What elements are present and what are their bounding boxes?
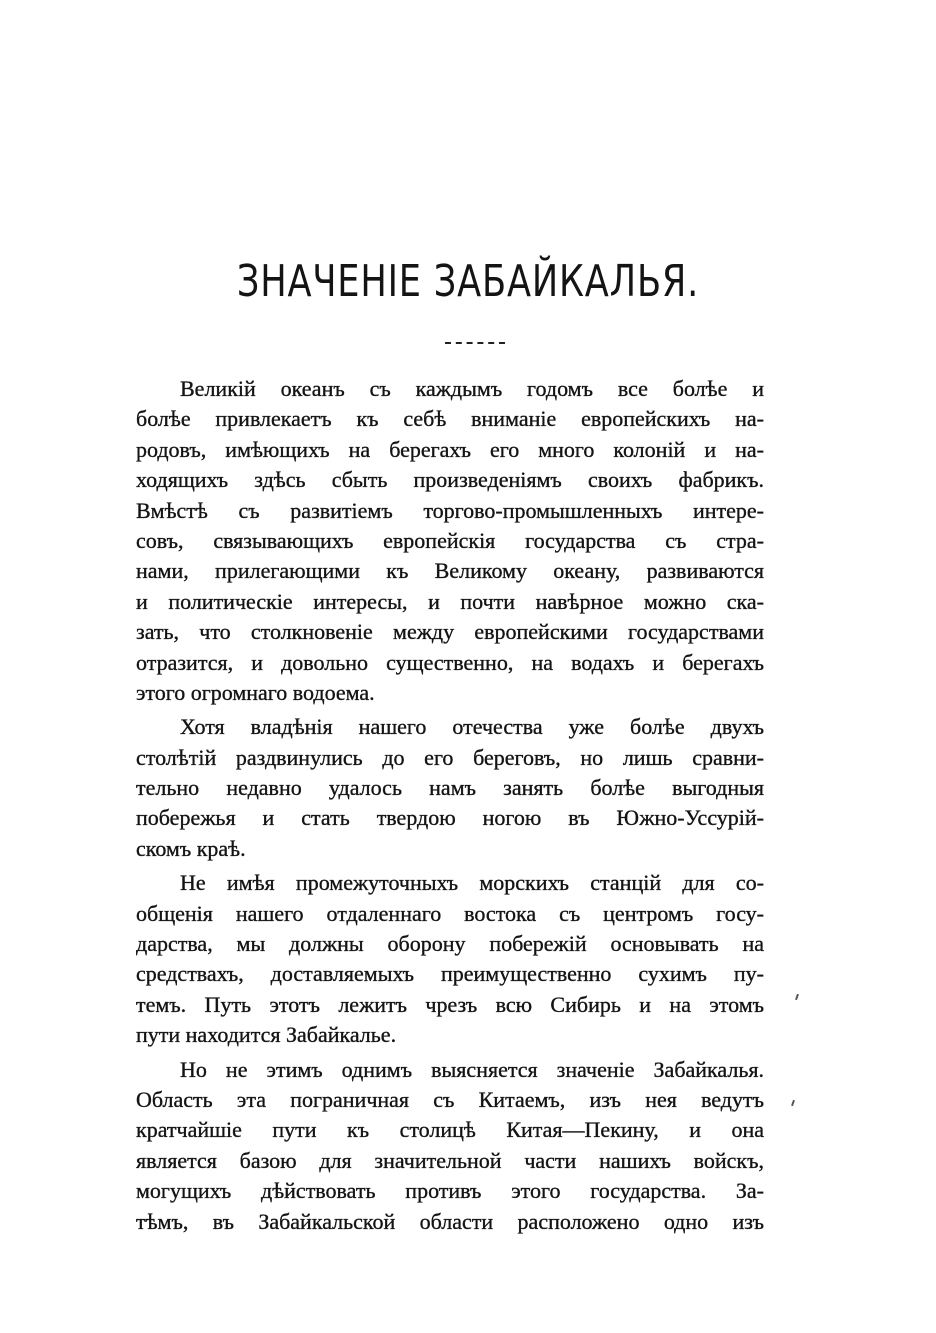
paragraph-3 [136, 868, 764, 1050]
text-line: могущихъ дѣйствовать противъ этого государства. За- [136, 1178, 764, 1204]
chapter-body [136, 374, 764, 1237]
text-line: нами, прилегающими къ Великому океану, развиваются [136, 558, 764, 584]
text-line: является базою для значительной части нашихъ войскъ, [136, 1147, 764, 1173]
text-line: кратчайшіе пути къ столицѣ Китая—Пекину, и она [136, 1117, 764, 1143]
title-divider [445, 342, 505, 344]
text-line: Область эта пограничная съ Китаемъ, изъ нея ведутъ [136, 1086, 764, 1112]
paragraph-1 [136, 374, 764, 708]
text-line: скомъ краѣ. [136, 835, 246, 861]
text-line: тѣмъ, въ Забайкальской области расположено одно изъ [136, 1208, 764, 1234]
text-line: дарства, мы должны оборону побережій основывать на [136, 931, 764, 957]
text-line: Хотя владѣнія нашего отечества уже болѣе двухъ [180, 714, 764, 740]
text-line: столѣтій раздвинулись до его береговъ, но лишь сравни- [136, 744, 764, 770]
text-line: и политическіе интересы, и почти навѣрное можно ска- [136, 588, 764, 614]
chapter-title: ЗНАЧЕНІЕ ЗАБАЙКАЛЬЯ. [236, 256, 700, 307]
text-line: этого огромнаго водоема. [136, 679, 375, 705]
text-line: средствахъ, доставляемыхъ преимущественно сухимъ пу- [136, 961, 764, 987]
text-line: болѣе привлекаетъ къ себѣ вниманіе европейскихъ на- [136, 406, 764, 432]
text-line: отразится, и довольно существенно, на водахъ и берегахъ [136, 649, 764, 675]
ink-speck [795, 994, 799, 1000]
text-line: Вмѣстѣ съ развитіемъ торгово-промышленныхъ интере- [136, 497, 764, 523]
text-line: побережья и стать твердою ногою въ Южно-Уссурій- [136, 805, 764, 831]
text-line: Но не этимъ однимъ выясняется значеніе Забайкалья. [180, 1056, 764, 1082]
text-line: Не имѣя промежуточныхъ морскихъ станцій для со- [180, 870, 764, 896]
text-line: совъ, связывающихъ европейскія государства съ стра- [136, 527, 764, 553]
text-line: Великій океанъ съ каждымъ годомъ все болѣе и [180, 376, 764, 401]
ink-speck [791, 1100, 795, 1106]
text-line: темъ. Путь этотъ лежитъ чрезъ всю Сибирь и на этомъ [136, 991, 764, 1017]
text-line: общенія нашего отдаленнаго востока съ центромъ госу- [136, 900, 764, 926]
paragraph-4 [136, 1055, 764, 1237]
text-line: ходящихъ здѣсь сбыть произведеніямъ своихъ фабрикъ. [136, 467, 764, 493]
text-line: зать, что столкновеніе между европейскими государствами [136, 619, 764, 645]
text-line: пути находится Забайкалье. [136, 1022, 397, 1048]
text-line: родовъ, имѣющихъ на берегахъ его много колоній и на- [136, 436, 764, 462]
paragraph-2 [136, 712, 764, 864]
text-line: тельно недавно удалось намъ занять болѣе выгодныя [136, 775, 764, 801]
